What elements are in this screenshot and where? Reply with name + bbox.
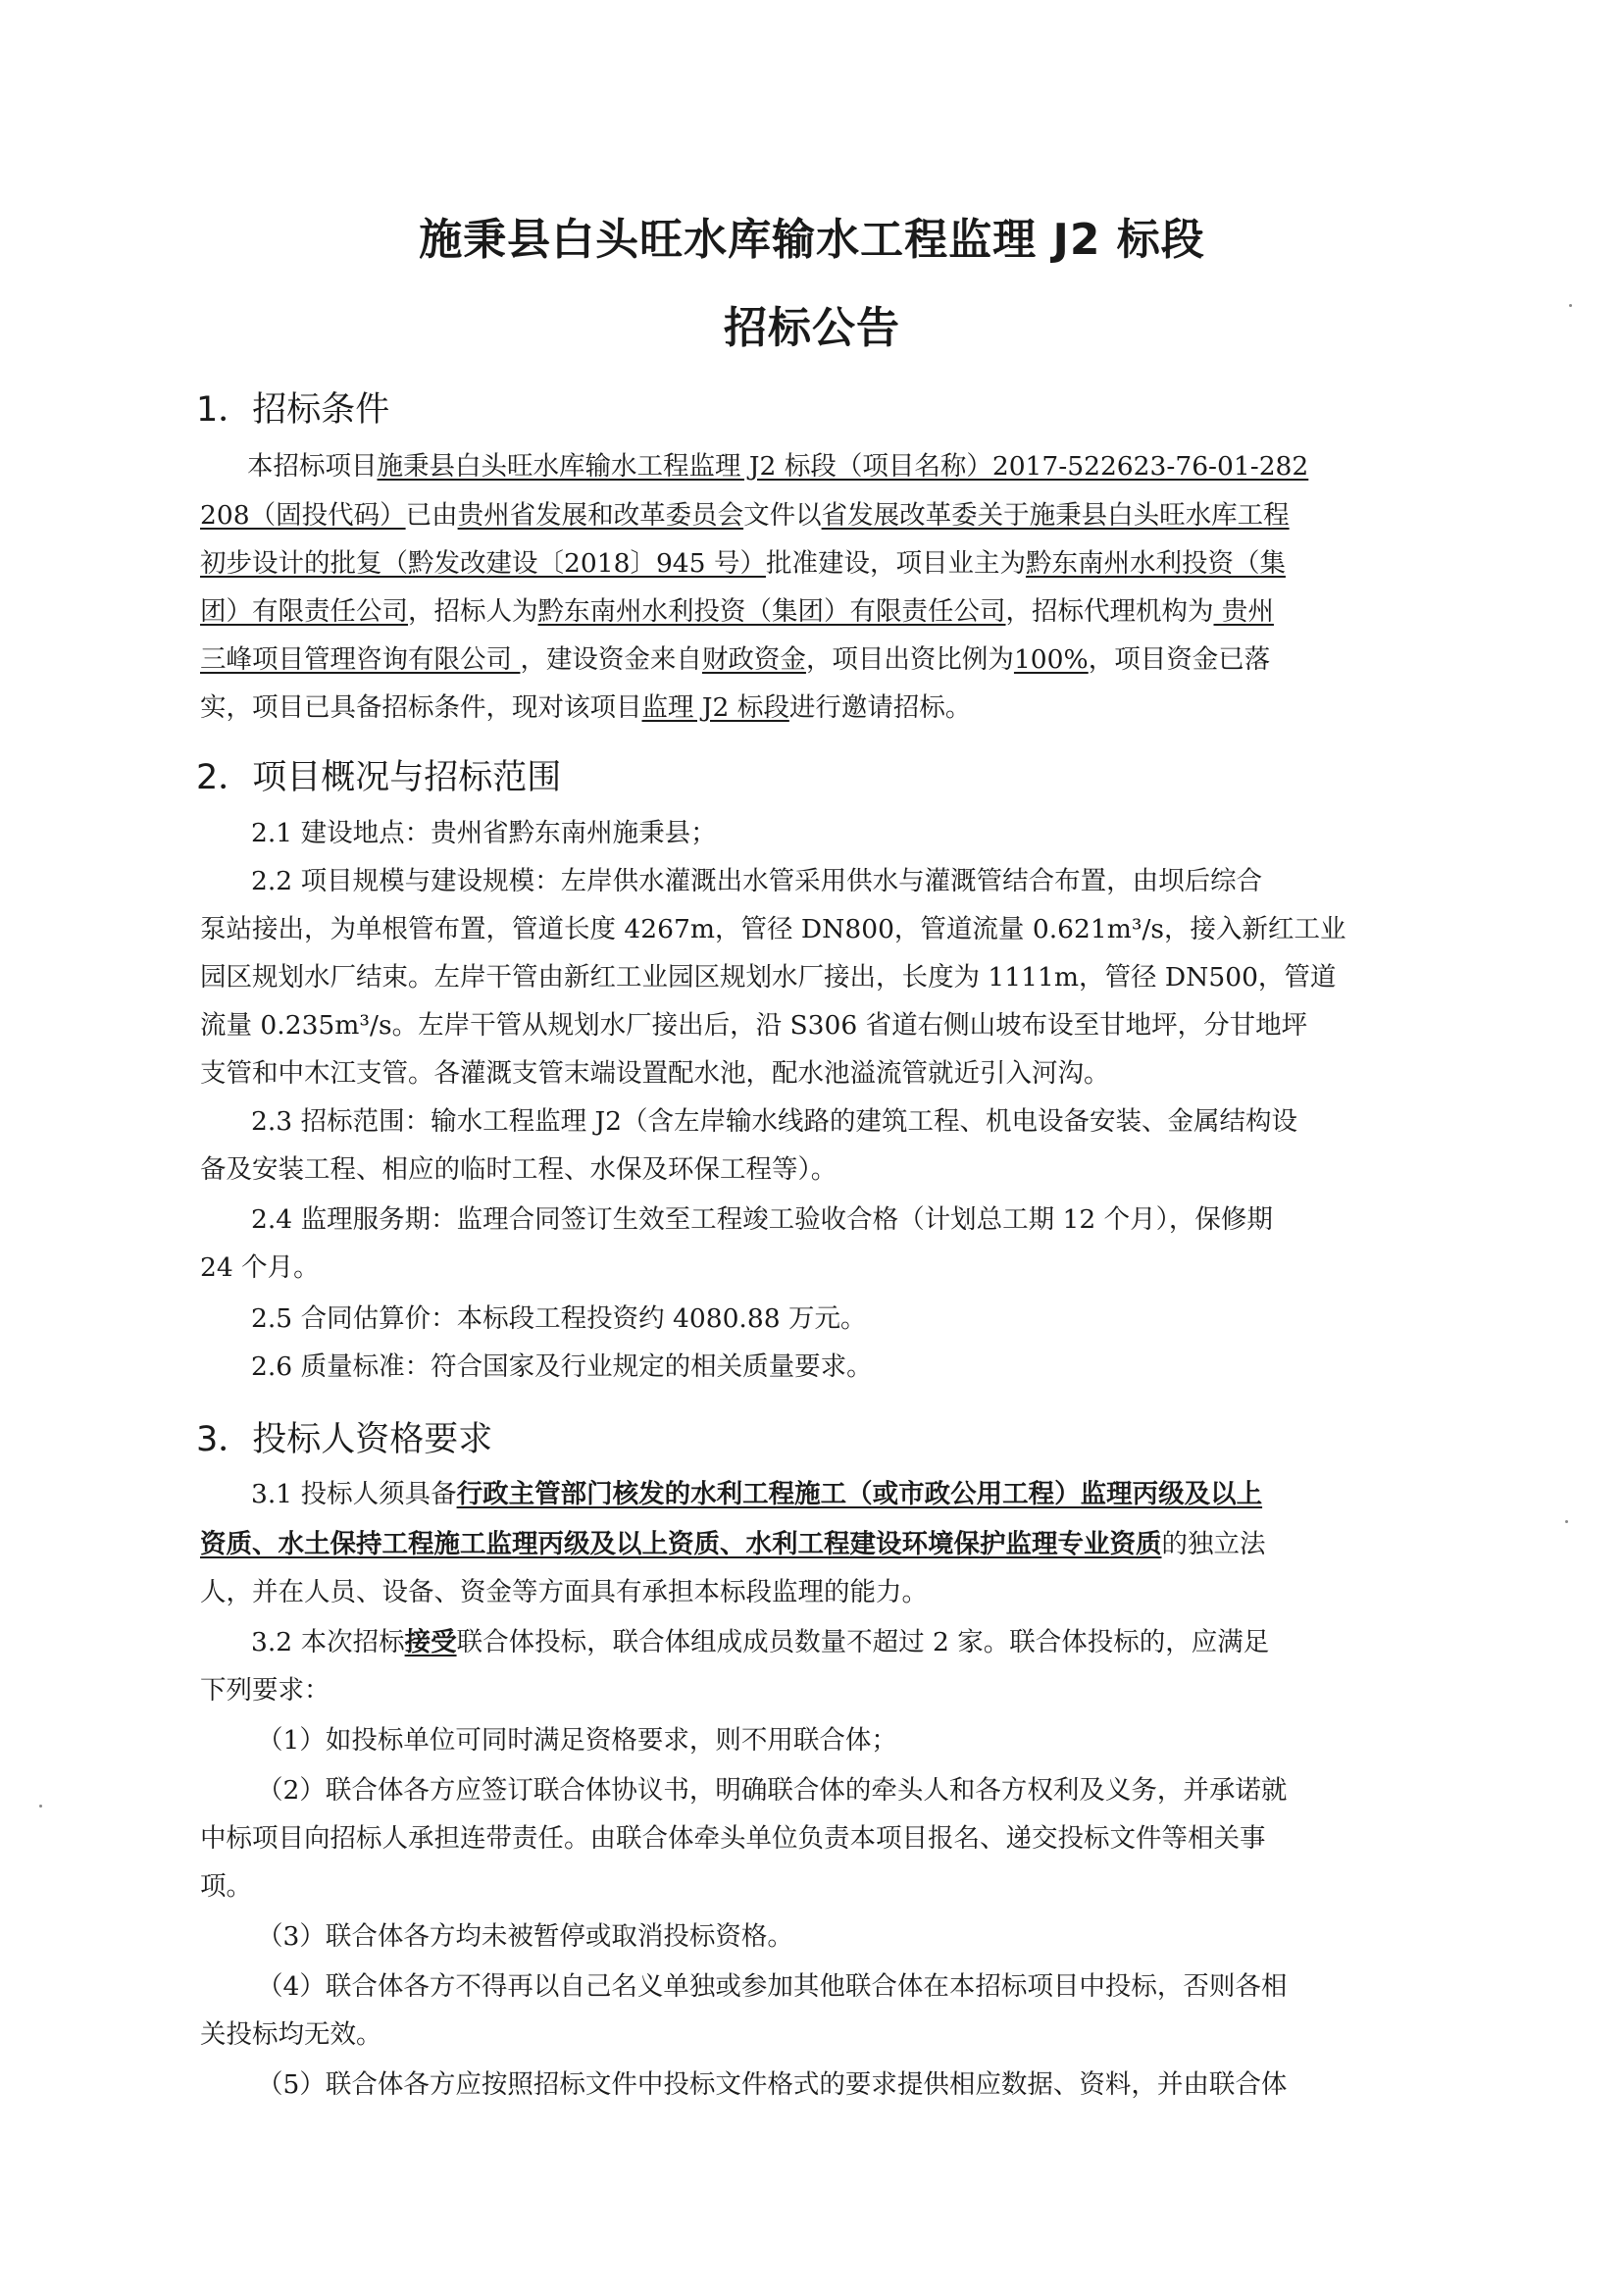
paragraph-line: 2.6 质量标准：符合国家及行业规定的相关质量要求。 (251, 1351, 873, 1382)
text-run: 本招标项目 (247, 451, 378, 482)
tender-section: 监理 J2 标段 (641, 692, 789, 723)
text-run: 文件以 (743, 500, 822, 531)
paragraph-line (200, 642, 1270, 678)
text-run: ，招标代理机构为 (1005, 596, 1214, 627)
text-run: 联合体投标，联合体组成成员数量不超过 2 家。联合体投标的，应满足 (456, 1627, 1270, 1657)
list-item: （1）如投标单位可同时满足资格要求，则不用联合体； (257, 1725, 897, 1756)
qualification-requirement: 行政主管部门核发的水利工程施工（或市政公用工程）监理丙级及以上 (456, 1479, 1263, 1509)
consortium-accepted: 接受 (404, 1627, 457, 1657)
text-run: 已由 (405, 500, 458, 531)
funding-source: 财政资金 (701, 644, 806, 675)
paragraph-line: 支管和中木江支管。各灌溉支管末端设置配水池，配水池溢流管就近引入河沟。 (200, 1058, 1110, 1089)
paragraph-line: 下列要求： (200, 1675, 330, 1706)
project-code: 208（固投代码） (200, 500, 406, 531)
paragraph-line: 2.2 项目规模与建设规模：左岸供水灌溉出水管采用供水与灌溉管结合布置，由坝后综合 (251, 866, 1263, 896)
paragraph-line: 流量 0.235m³/s。左岸干管从规划水厂接出后，沿 S306 省道右侧山坡布设至甘地坪，分甘地坪 (200, 1010, 1308, 1041)
text-run: 3.1 投标人须具备 (251, 1479, 457, 1509)
paragraph-line (200, 546, 1286, 582)
text-run: ，招标人为 (408, 596, 538, 627)
scan-speck (1569, 304, 1572, 307)
list-item: （4）联合体各方不得再以自己名义单独或参加其他联合体在本招标项目中投标，否则各相 (257, 1971, 1288, 2002)
tender-agent: 贵州 (1213, 596, 1274, 627)
funding-ratio: 100% (1013, 644, 1089, 675)
project-name: 施秉县白头旺水库输水工程监理 J2 标段（项目名称）2017-522623-76-01-282 (377, 451, 1309, 482)
text-run: ，项目资金已落 (1088, 644, 1271, 675)
paragraph-line: 人，并在人员、设备、资金等方面具有承担本标段监理的能力。 (200, 1577, 928, 1607)
qualification-requirement: 资质、水土保持工程施工监理丙级及以上资质、水利工程建设环境保护监理专业资质 (200, 1529, 1162, 1559)
tender-agent: 三峰项目管理咨询有限公司 (200, 644, 521, 675)
text-run: 实，项目已具备招标条件，现对该项目 (200, 692, 642, 723)
list-item: （3）联合体各方均未被暂停或取消投标资格。 (257, 1921, 793, 1952)
text-run: ，建设资金来自 (520, 644, 702, 675)
paragraph-line (200, 690, 971, 726)
paragraph-line: 2.1 建设地点：贵州省黔东南州施秉县； (251, 818, 717, 848)
paragraph-line: 园区规划水厂结束。左岸干管由新红工业园区规划水厂接出，长度为 1111m，管径 DN500，管道 (200, 962, 1337, 993)
paragraph-line: 泵站接出，为单根管布置，管道长度 4267m，管径 DN800，管道流量 0.621m³/s，接入新红工业 (200, 914, 1346, 944)
paragraph-line: 备及安装工程、相应的临时工程、水保及环保工程等）。 (200, 1154, 837, 1185)
list-item-continuation: 中标项目向招标人承担连带责任。由联合体牵头单位负责本项目报名、递交投标文件等相关事 (200, 1823, 1266, 1854)
approval-document: 省发展改革委关于施秉县白头旺水库工程 (821, 500, 1290, 531)
list-item: （5）联合体各方应按照招标文件中投标文件格式的要求提供相应数据、资料，并由联合体 (257, 2069, 1288, 2100)
approval-document: 初步设计的批复（黔发改建设〔2018〕945 号） (200, 548, 766, 579)
paragraph-line: 2.5 合同估算价：本标段工程投资约 4080.88 万元。 (251, 1303, 867, 1334)
paragraph-line (251, 1625, 1269, 1660)
tenderer: 黔东南州水利投资（集团）有限责任公司 (537, 596, 1006, 627)
paragraph-line: 2.4 监理服务期：监理合同签订生效至工程竣工验收合格（计划总工期 12 个月），保修期 (251, 1204, 1273, 1235)
scan-speck (1565, 1520, 1568, 1523)
project-owner: 黔东南州水利投资（集 (1025, 548, 1286, 579)
text-run: 的独立法 (1161, 1529, 1266, 1559)
document-subtitle: 招标公告 (724, 303, 900, 353)
section-heading-1: 1．招标条件 (196, 390, 390, 430)
paragraph-line (200, 498, 1290, 534)
text-run: 3.2 本次招标 (251, 1627, 405, 1657)
paragraph-line (200, 594, 1274, 630)
paragraph-line: 2.3 招标范围：输水工程监理 J2（含左岸输水线路的建筑工程、机电设备安装、金属结构设 (251, 1106, 1297, 1137)
list-item: （2）联合体各方应签订联合体协议书，明确联合体的牵头人和各方权利及义务，并承诺就 (257, 1775, 1288, 1806)
paragraph-line (251, 1477, 1262, 1512)
paragraph-line (200, 1527, 1266, 1562)
document-title: 施秉县白头旺水库输水工程监理 J2 标段 (419, 215, 1205, 265)
list-item-continuation: 关投标均无效。 (200, 2019, 382, 2050)
list-item-continuation: 项。 (200, 1871, 252, 1902)
section-heading-2: 2．项目概况与招标范围 (196, 758, 562, 797)
section-heading-3: 3．投标人资格要求 (196, 1420, 493, 1459)
text-run: 批准建设，项目业主为 (765, 548, 1026, 579)
text-run: 进行邀请招标。 (788, 692, 972, 723)
approving-authority: 贵州省发展和改革委员会 (457, 500, 744, 531)
scan-speck (39, 1805, 42, 1808)
paragraph-line: 24 个月。 (200, 1252, 320, 1283)
paragraph-line (247, 449, 1308, 484)
project-owner: 团）有限责任公司 (200, 596, 408, 627)
text-run: ，项目出资比例为 (805, 644, 1014, 675)
